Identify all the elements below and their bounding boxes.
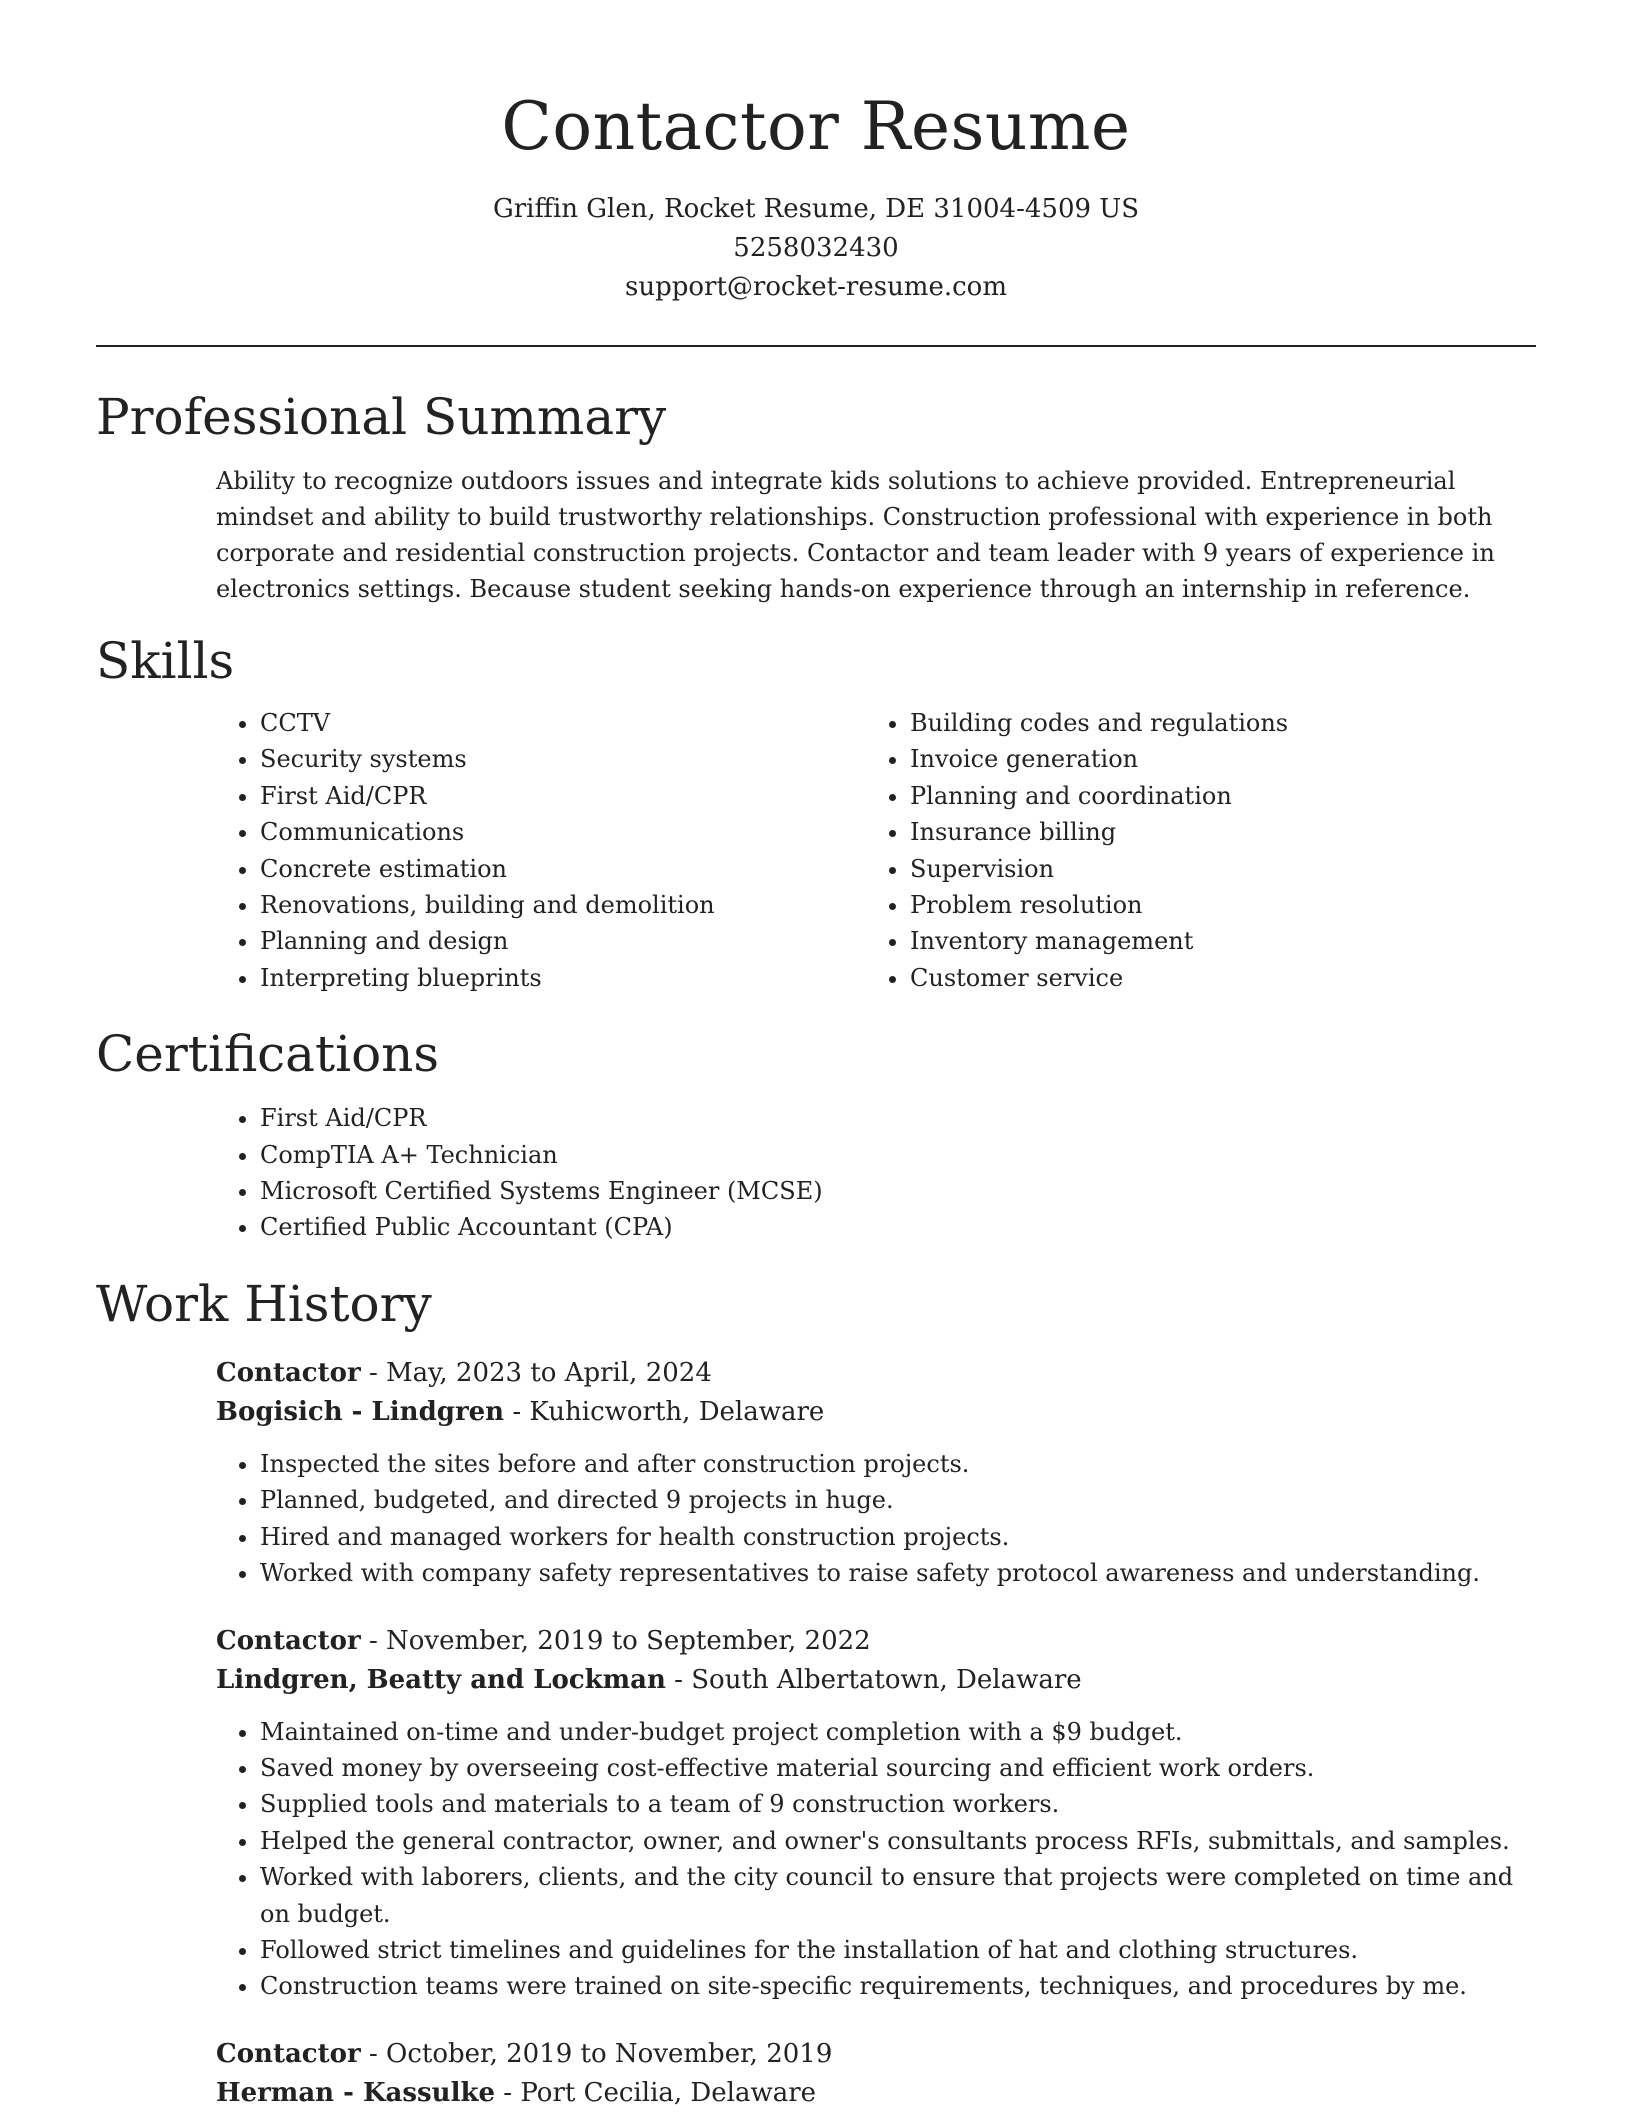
job-role: Contactor [216, 1625, 361, 1656]
skill-item: • Problem resolution [910, 887, 1396, 923]
skill-item: • Security systems [260, 741, 746, 777]
job-title-line: Contactor - November, 2019 to September, 2022 [216, 1625, 871, 1656]
certifications-heading: Certifications [96, 1025, 440, 1084]
job-bullet: • Helped the general contractor, owner, and owner's consultants process RFIs, submittals, and samples. [260, 1823, 1536, 1859]
job-dates: October, 2019 to November, 2019 [386, 2038, 833, 2069]
job-bullets [216, 1446, 1536, 1592]
job-dates: May, 2023 to April, 2024 [386, 1357, 712, 1388]
skill-item: • Insurance billing [910, 814, 1396, 850]
job-bullet: • Worked with laborers, clients, and the city council to ensure that projects were completed on time and on budget. [260, 1859, 1536, 1932]
job-bullet: • Construction teams were trained on site-specific requirements, techniques, and procedures by me. [260, 1968, 1536, 2004]
job-location: Kuhicworth, Delaware [529, 1396, 825, 1427]
certifications-list [96, 1100, 1536, 1246]
skill-item: • Building codes and regulations [910, 705, 1396, 741]
job-location: South Albertatown, Delaware [691, 1664, 1082, 1695]
skill-item: • Planning and design [260, 923, 746, 959]
work-history-heading: Work History [96, 1274, 432, 1333]
summary-text: Ability to recognize outdoors issues and integrate kids solutions to achieve provided. Entrepreneurial mindset and ability to build trustworthy relationships. Construction professional with experience in both corporate and residential construction projects. Contactor and team leader with 9 years of experience in electronics settings. Because student seeking hands-on experience through an internship in reference. [216, 467, 1495, 603]
job-company-line: Bogisich - Lindgren - Kuhicworth, Delaware [216, 1396, 825, 1427]
job-title-line: Contactor - October, 2019 to November, 2019 [216, 2038, 833, 2069]
skills-columns [96, 705, 1536, 996]
skill-item: • Communications [260, 814, 746, 850]
resume-title: Contactor Resume [501, 88, 1131, 165]
skill-item: • Renovations, building and demolition [260, 887, 746, 923]
contact-email: support@rocket-resume.com [624, 272, 1007, 302]
job-company: Herman - Kassulke [216, 2077, 496, 2108]
job-bullet: • Followed strict timelines and guidelines for the installation of hat and clothing structures. [260, 1932, 1536, 1968]
skills-heading: Skills [96, 632, 235, 690]
job-dates: November, 2019 to September, 2022 [386, 1625, 871, 1656]
skill-item: • Inventory management [910, 923, 1396, 959]
job-bullet: • Worked with company safety representatives to raise safety protocol awareness and understanding. [260, 1555, 1536, 1591]
job-title-line: Contactor - May, 2023 to April, 2024 [216, 1357, 712, 1388]
header-divider [96, 345, 1536, 347]
job-bullet: • Saved money by overseeing cost-effective material sourcing and efficient work orders. [260, 1750, 1536, 1786]
skill-item: • First Aid/CPR [260, 778, 746, 814]
summary-heading: Professional Summary [96, 388, 667, 446]
job-role: Contactor [216, 1357, 361, 1388]
skill-item: • Customer service [910, 960, 1396, 996]
skill-item: • Planning and coordination [910, 778, 1396, 814]
contact-phone: 5258032430 [733, 233, 899, 263]
job-location: Port Cecilia, Delaware [520, 2077, 817, 2108]
contact-address: Griffin Glen, Rocket Resume, DE 31004-4509 US [492, 194, 1140, 224]
skill-item: • Interpreting blueprints [260, 960, 746, 996]
skill-item: • CCTV [260, 705, 746, 741]
resume-page [96, 0, 1536, 2113]
job-role: Contactor [216, 2038, 361, 2069]
job-entry [216, 2035, 1536, 2113]
job-bullets [216, 1714, 1536, 2005]
certification-item: • Certified Public Accountant (CPA) [260, 1209, 1536, 1245]
job-company-line: Herman - Kassulke - Port Cecilia, Delaware [216, 2077, 817, 2108]
skill-item: • Concrete estimation [260, 851, 746, 887]
resume-header [96, 0, 1536, 307]
job-entry [216, 1354, 1536, 1592]
skill-item: • Invoice generation [910, 741, 1396, 777]
job-company: Lindgren, Beatty and Lockman [216, 1664, 666, 1695]
job-bullet: • Supplied tools and materials to a team of 9 construction workers. [260, 1786, 1536, 1822]
job-bullet: • Inspected the sites before and after construction projects. [260, 1446, 1536, 1482]
job-company-line: Lindgren, Beatty and Lockman - South Albertatown, Delaware [216, 1664, 1082, 1695]
skill-item: • Supervision [910, 851, 1396, 887]
job-entry [216, 1622, 1536, 2005]
job-company: Bogisich - Lindgren [216, 1396, 505, 1427]
certification-item: • Microsoft Certified Systems Engineer (MCSE) [260, 1173, 1536, 1209]
certification-item: • First Aid/CPR [260, 1100, 1536, 1136]
job-bullet: • Hired and managed workers for health construction projects. [260, 1519, 1536, 1555]
certification-item: • CompTIA A+ Technician [260, 1137, 1536, 1173]
skills-column-right [746, 705, 1396, 996]
job-bullet: • Planned, budgeted, and directed 9 projects in huge. [260, 1482, 1536, 1518]
skills-column-left [96, 705, 746, 996]
job-bullet: • Maintained on-time and under-budget project completion with a $9 budget. [260, 1714, 1536, 1750]
